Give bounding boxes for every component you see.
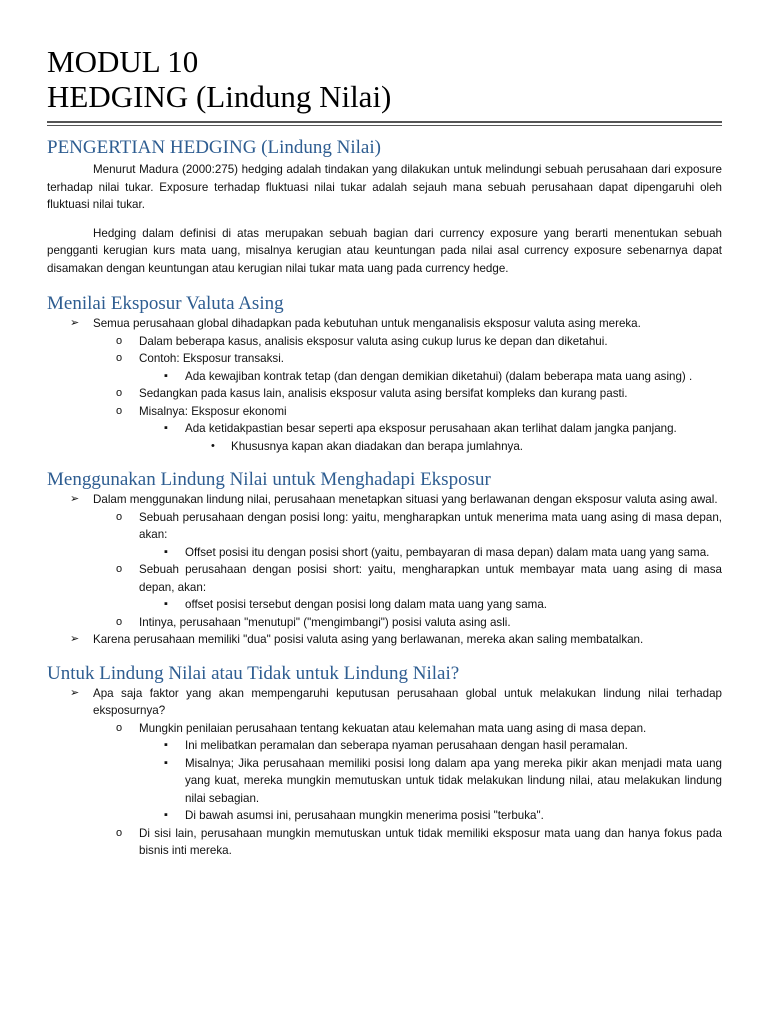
list-item: ➢ Karena perusahaan memiliki "dua" posisi valuta asing yang berlawanan, mereka akan saling membatalkan. (47, 631, 722, 649)
list-item: o Mungkin penilaian perusahaan tentang kekuatan atau kelemahan mata uang asing di masa depan. (47, 720, 722, 738)
section-heading: Menilai Eksposur Valuta Asing (47, 293, 284, 314)
circle-bullet-icon: o (116, 387, 123, 399)
section-heading: Menggunakan Lindung Nilai untuk Menghadapi Eksposur (47, 469, 491, 490)
list-item: o Sebuah perusahaan dengan posisi long: yaitu, mengharapkan untuk menerima mata uang asing di masa depan, akan: (116, 510, 722, 541)
square-bullet-icon: ▪ (164, 545, 168, 558)
dot-bullet-icon: • (211, 439, 215, 452)
arrow-bullet-icon: ➢ (70, 686, 80, 699)
bullet-list (47, 491, 722, 649)
section-menilai (47, 293, 722, 455)
list-item: ▪ Offset posisi itu dengan posisi short (yaitu, pembayaran di masa depan) dalam mata uang yang sama. (47, 544, 722, 562)
list-item: ➢ Semua perusahaan global dihadapkan pada kebutuhan untuk menganalisis eksposur valuta asing mereka. (47, 315, 722, 333)
bullet-list (47, 315, 722, 455)
list-item: ▪ Ini melibatkan peramalan dan seberapa nyaman perusahaan dengan hasil peramalan. (47, 737, 722, 755)
title-divider (47, 121, 722, 126)
list-item: ▪ offset posisi tersebut dengan posisi long dalam mata uang yang sama. (47, 596, 722, 614)
document-title (47, 44, 722, 114)
title-line-1: MODUL 10 (47, 44, 199, 79)
circle-bullet-icon: o (116, 563, 123, 575)
square-bullet-icon: ▪ (164, 756, 168, 769)
arrow-bullet-icon: ➢ (70, 317, 80, 329)
list-item: o Di sisi lain, perusahaan mungkin memutuskan untuk tidak memiliki eksposur mata uang dan hanya fokus pada bisnis inti mereka. (116, 826, 722, 857)
list-item: ▪ Ada ketidakpastian besar seperti apa eksposur perusahaan akan terlihat dalam jangka panjang. (47, 420, 722, 438)
square-bullet-icon: ▪ (164, 739, 168, 751)
section-pengertian (47, 137, 722, 277)
list-item: ▪ Di bawah asumsi ini, perusahaan mungkin menerima posisi "terbuka". (47, 807, 722, 825)
list-item: ➢ Dalam menggunakan lindung nilai, perusahaan menetapkan situasi yang berlawanan dengan eksposur valuta asing awal. (47, 491, 722, 509)
square-bullet-icon: ▪ (164, 598, 168, 610)
list-item: ▪ Misalnya; Jika perusahaan memiliki posisi long dalam apa yang mereka pikir akan menjadi mata uang yang kuat, mereka mungkin memutuskan untuk tidak melakukan lindung nilai, atau melakukan lindung nilai sebagian. (164, 756, 722, 805)
paragraph: Menurut Madura (2000:275) hedging adalah tindakan yang dilakukan untuk melindungi sebuah perusahaan dari exposure terhadap nilai tukar. Exposure terhadap fluktuasi nilai tukar adalah sejauh mana sebuah perusahaan dapat dipengaruhi oleh fluktuasi nilai tukar. (47, 163, 722, 211)
circle-bullet-icon: o (116, 510, 123, 523)
list-item: o Sedangkan pada kasus lain, analisis eksposur valuta asing bersifat kompleks dan kurang pasti. (47, 385, 722, 403)
arrow-bullet-icon: ➢ (70, 493, 80, 505)
section-heading: PENGERTIAN HEDGING (Lindung Nilai) (47, 137, 381, 158)
square-bullet-icon: ▪ (164, 809, 168, 821)
document-page (47, 44, 722, 860)
section-heading: Untuk Lindung Nilai atau Tidak untuk Lindung Nilai? (47, 662, 460, 684)
circle-bullet-icon: o (116, 352, 123, 364)
section-untuk (47, 663, 722, 860)
list-item: o Contoh: Eksposur transaksi. (47, 350, 722, 368)
title-line-2: HEDGING (Lindung Nilai) (47, 79, 392, 114)
bullet-list (47, 685, 722, 860)
circle-bullet-icon: o (116, 404, 123, 417)
list-item: o Misalnya: Eksposur ekonomi (47, 403, 722, 421)
paragraph: Hedging dalam definisi di atas merupakan sebuah bagian dari currency exposure yang berarti menentukan sebuah pengganti kerugian kurs mata uang, misalnya kerugian atau keuntungan pada nilai asal currency exposure sebenarnya dapat disamakan dengan keuntungan atau kerugian nilai tukar mata uang pada currency hedge. (47, 226, 722, 275)
square-bullet-icon: ▪ (164, 422, 168, 434)
circle-bullet-icon: o (116, 334, 123, 347)
list-item: o Intinya, perusahaan "menutupi" ("mengimbangi") posisi valuta asing asli. (47, 614, 722, 632)
circle-bullet-icon: o (116, 615, 123, 628)
list-item: ➢ Apa saja faktor yang akan mempengaruhi keputusan perusahaan global untuk melakukan lindung nilai terhadap eksposurnya? (70, 686, 722, 717)
list-item: ▪ Ada kewajiban kontrak tetap (dan dengan demikian diketahui) (dalam beberapa mata uang asing) . (47, 368, 722, 386)
square-bullet-icon: ▪ (164, 369, 168, 382)
list-item: o Sebuah perusahaan dengan posisi short: yaitu, mengharapkan untuk membayar mata uang asing di masa depan, akan: (116, 563, 722, 594)
list-item: o Dalam beberapa kasus, analisis eksposur valuta asing cukup lurus ke depan dan diketahui. (47, 333, 722, 351)
list-item: • Khususnya kapan akan diadakan dan berapa jumlahnya. (47, 438, 722, 456)
section-menggunakan (47, 469, 722, 649)
circle-bullet-icon: o (116, 721, 123, 734)
arrow-bullet-icon: ➢ (70, 633, 80, 645)
circle-bullet-icon: o (116, 826, 123, 839)
